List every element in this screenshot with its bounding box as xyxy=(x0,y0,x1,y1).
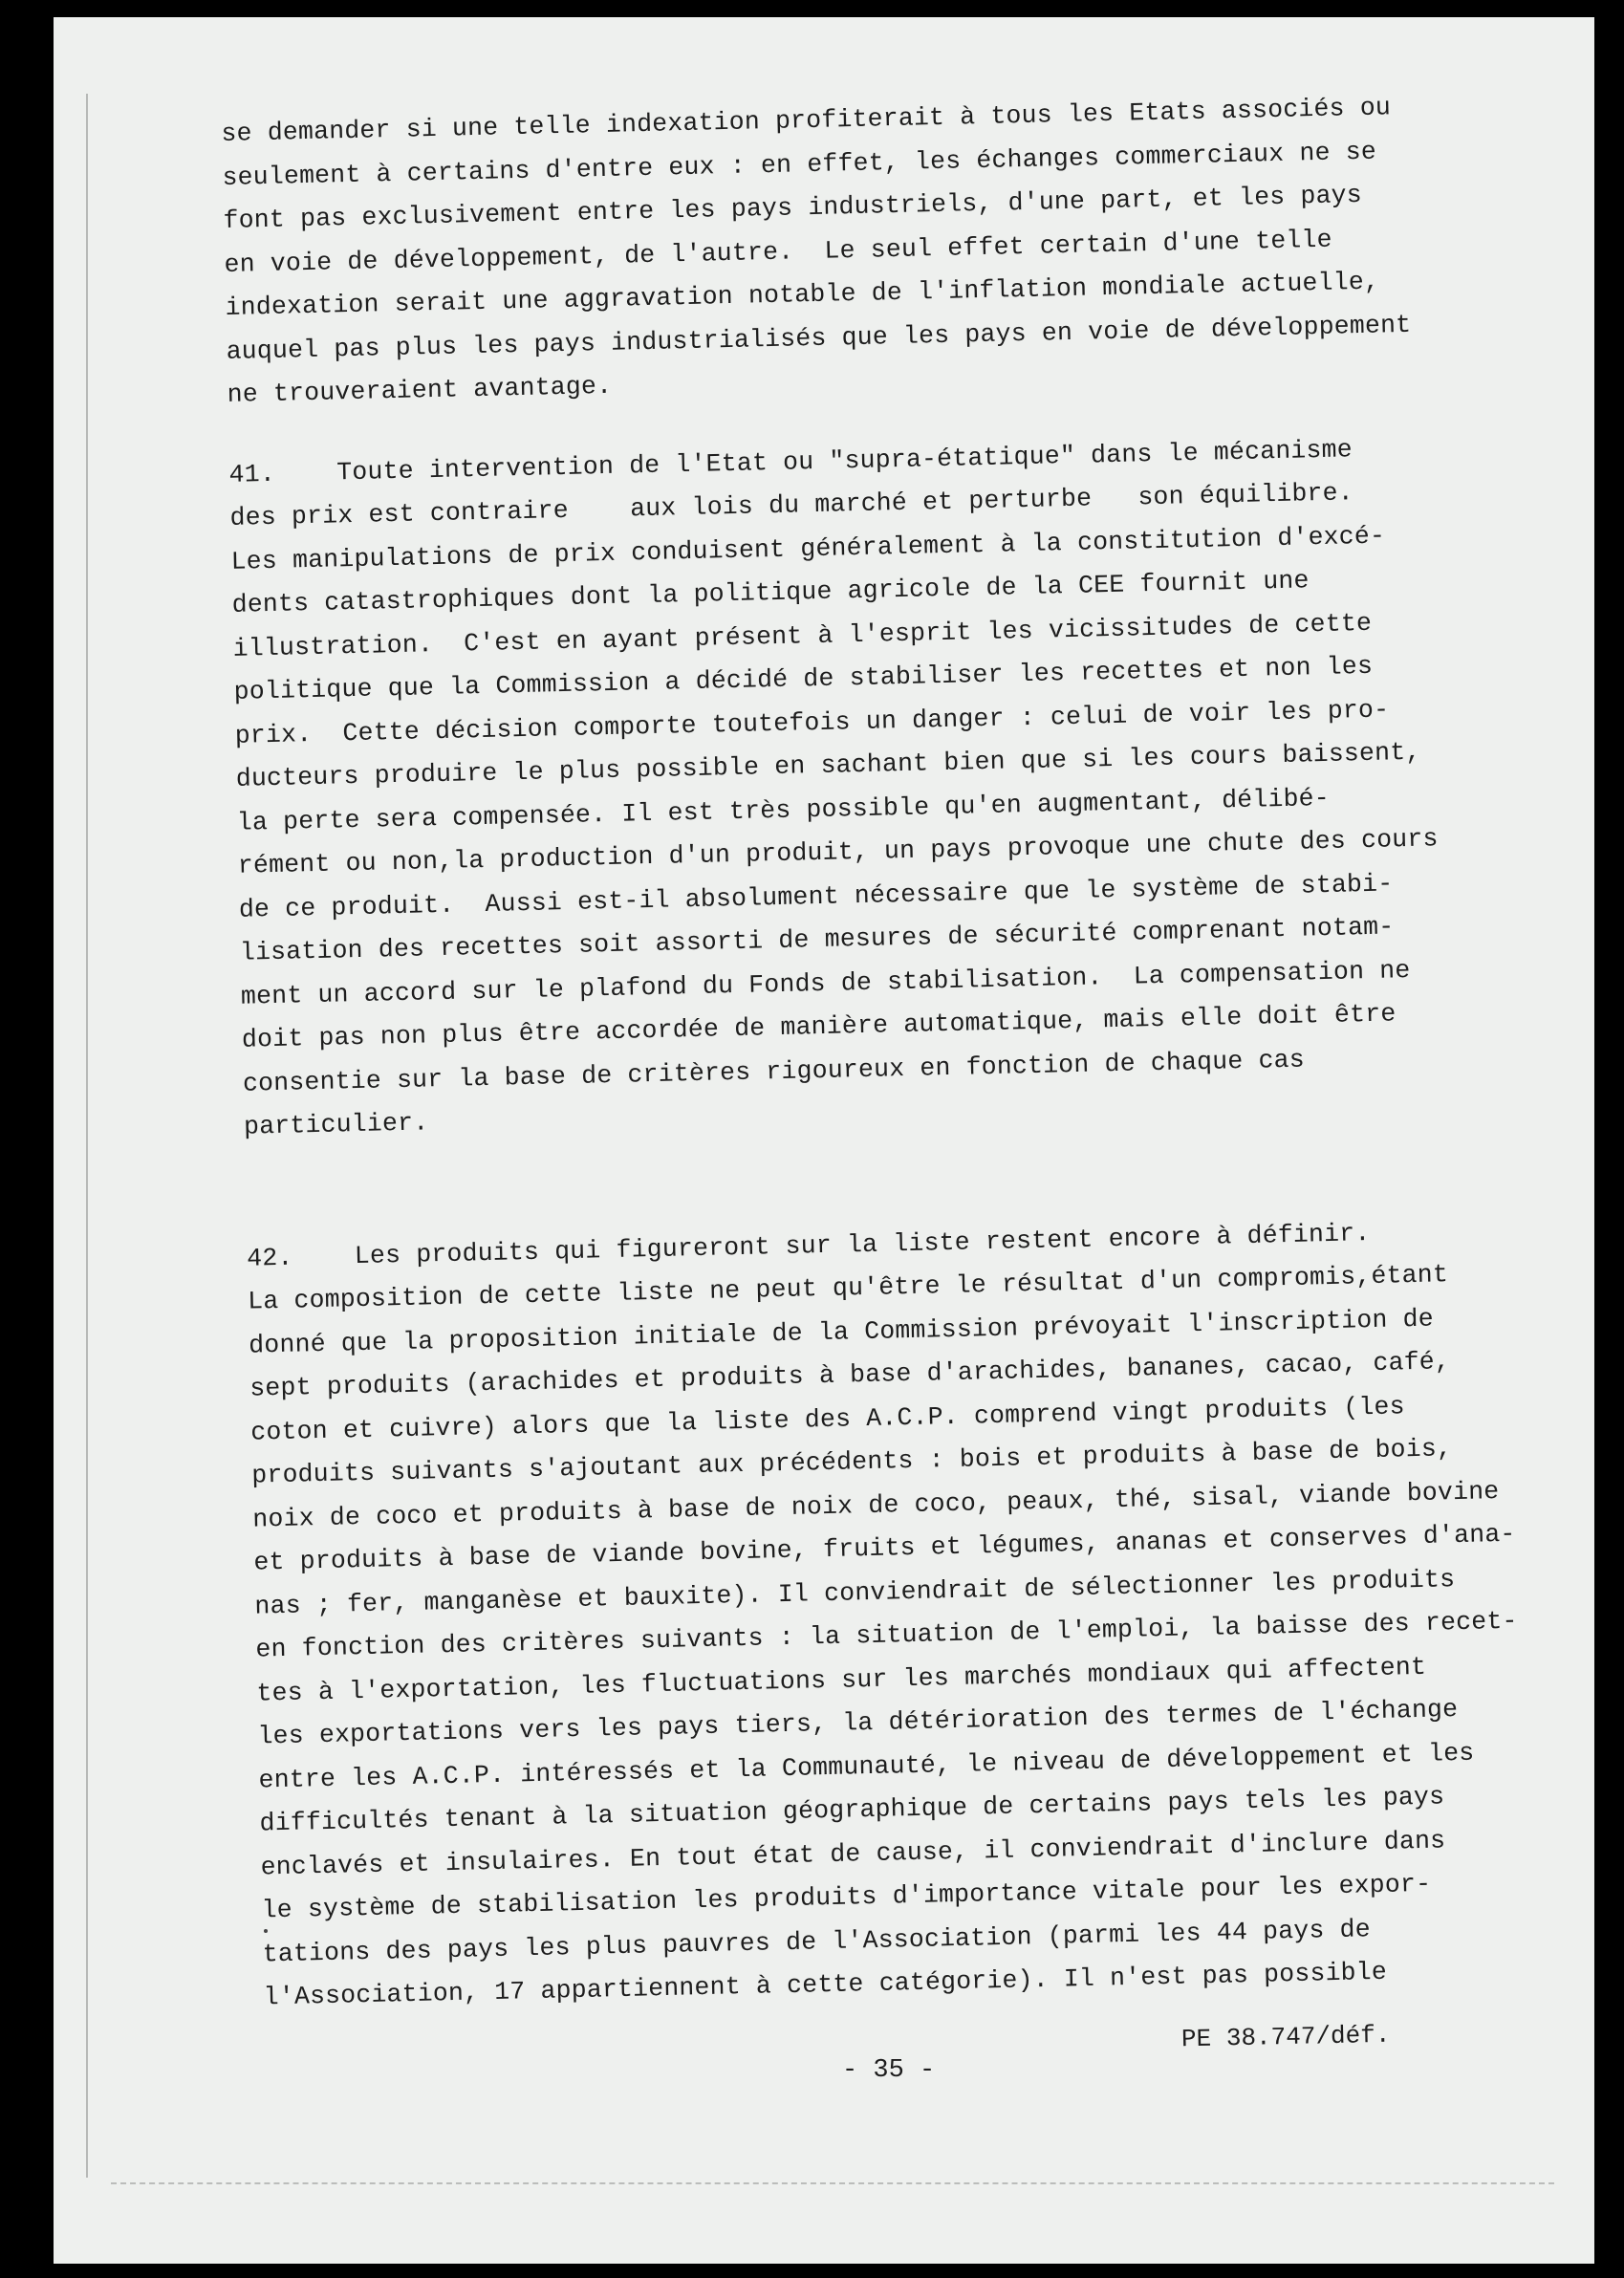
text-line: consentie sur la base de critères rigoureux en fonction de chaque cas xyxy=(242,1045,1306,1098)
text-line: nas ; fer, manganèse et bauxite). Il conviendrait de sélectionner les produits xyxy=(254,1564,1456,1621)
text-line: 42. Les produits qui figureront sur la liste restent encore à définir. xyxy=(246,1218,1371,1273)
text-line: de ce produit. Aussi est-il absolument nécessaire que le système de stabi- xyxy=(238,868,1394,924)
text-line: sept produits (arachides et produits à base d'arachides, bananes, cacao, café, xyxy=(249,1347,1451,1403)
text-line: et produits à base de viande bovine, fruits et légumes, ananas et conserves d'ana- xyxy=(253,1519,1516,1577)
paragraph-42 xyxy=(247,1206,1594,2020)
text-line: noix de coco et produits à base de noix de coco, peaux, thé, sisal, viande bovine xyxy=(252,1476,1500,1534)
text-line: la perte sera compensée. Il est très possible qu'en augmentant, délibé- xyxy=(236,783,1331,837)
text-line: auquel pas plus les pays industrialisés que les pays en voie de développement xyxy=(226,310,1412,366)
intro-paragraph xyxy=(221,82,1566,417)
text-line: font pas exclusivement entre les pays industriels, d'une part, et les pays xyxy=(223,180,1363,235)
text-line: en voie de développement, de l'autre. Le seul effet certain d'une telle xyxy=(224,225,1333,279)
text-line: doit pas non plus être accordée de manière automatique, mais elle doit être xyxy=(241,999,1397,1054)
text-line: Les manipulations de prix conduisent généralement à la constitution d'excé- xyxy=(230,520,1386,576)
text-line: des prix est contraire aux lois du marché et perturbe son équilibre. xyxy=(229,478,1354,532)
text-line: lisation des recettes soit assorti de mesures de sécurité comprenant notam- xyxy=(239,912,1395,967)
text-line: entre les A.C.P. intéressés et la Communauté, le niveau de développement et les xyxy=(258,1738,1475,1795)
text-line: coton et cuivre) alors que la liste des A.C.P. comprend vingt produits (les xyxy=(249,1391,1406,1447)
text-line: enclavés et insulaires. En tout état de cause, il conviendrait d'inclure dans xyxy=(260,1825,1446,1882)
document-reference: PE 38.747/déf. xyxy=(1180,2020,1391,2054)
body-text xyxy=(221,82,1594,2020)
text-line: le système de stabilisation les produits d'importance vitale pour les expor- xyxy=(261,1869,1432,1925)
page-number: - 35 - xyxy=(842,2056,936,2085)
text-line: produits suivants s'ajoutant aux précédents : bois et produits à base de bois, xyxy=(251,1434,1453,1490)
text-line: politique que la Commission a décidé de stabiliser les recettes et non les xyxy=(233,651,1374,706)
text-line: donné que la proposition initiale de la Commission prévoyait l'inscription de xyxy=(248,1304,1435,1360)
text-line: illustration. C'est en ayant présent à l'esprit les vicissitudes de cette xyxy=(232,608,1373,663)
text-line: 41. Toute intervention de l'Etat ou "supra-étatique" dans le mécanisme xyxy=(228,434,1353,489)
text-line: l'Association, 17 appartiennent à cette catégorie). Il n'est pas possible xyxy=(263,1957,1388,2012)
text-line: dents catastrophiques dont la politique agricole de la CEE fournit une xyxy=(231,566,1310,619)
text-line: difficultés tenant à la situation géographique de certains pays tels les pays xyxy=(259,1782,1445,1838)
text-line: ment un accord sur le plafond du Fonds de stabilisation. La compensation ne xyxy=(240,955,1411,1011)
scan-bottom-line xyxy=(111,2182,1554,2185)
text-line: seulement à certains d'entre eux : en effet, les échanges commerciaux ne se xyxy=(222,137,1377,192)
text-line: prix. Cette décision comporte toutefois un danger : celui de voir les pro- xyxy=(234,694,1390,750)
document-page xyxy=(54,17,1594,2264)
text-line: les exportations vers les pays tiers, la détérioration des termes de l'échange xyxy=(257,1695,1459,1751)
text-line: tes à l'exportation, les fluctuations sur les marchés mondiaux qui affectent xyxy=(256,1652,1427,1708)
text-line: particulier. xyxy=(243,1108,429,1141)
text-line: se demander si une telle indexation profiterait à tous les Etats associés ou xyxy=(221,93,1392,148)
text-line: tations des pays les plus pauvres de l'Association (parmi les 44 pays de xyxy=(262,1914,1372,1969)
text-line: rément ou non,la production d'un produit, un pays provoque une chute des cours xyxy=(237,824,1439,880)
text-line: ducteurs produire le plus possible en sachant bien que si les cours baissent, xyxy=(235,737,1421,793)
scan-margin-line xyxy=(86,94,88,2178)
text-line: La composition de cette liste ne peut qu'être le résultat d'un compromis,étant xyxy=(247,1260,1449,1316)
paragraph-41 xyxy=(228,423,1582,1150)
text-line: en fonction des critères suivants : la situation de l'emploi, la baisse des recet- xyxy=(255,1606,1518,1664)
text-line: indexation serait une aggravation notable de l'inflation mondiale actuelle, xyxy=(225,267,1380,322)
text-line: ne trouveraient avantage. xyxy=(227,371,613,409)
